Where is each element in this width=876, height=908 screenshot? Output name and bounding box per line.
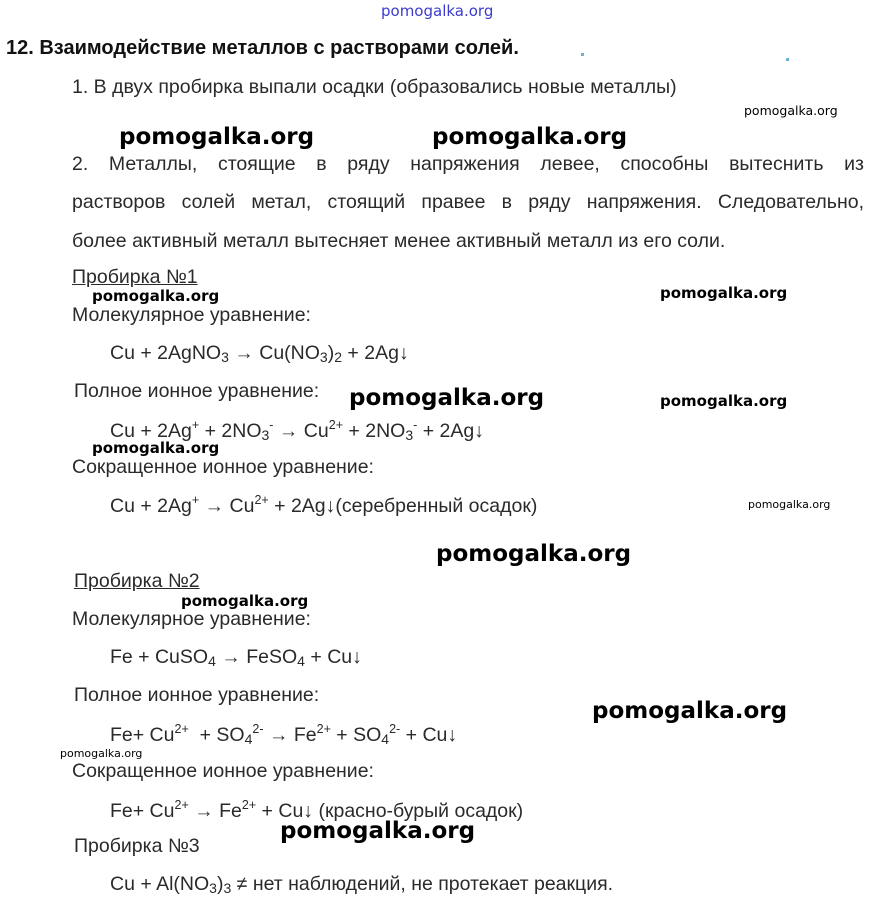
top-watermark: pomogalka.org: [381, 2, 494, 20]
tube-3-note: нет наблюдений, не протекает реакция.: [252, 873, 614, 895]
precipitate-arrow-icon: ↓: [325, 495, 336, 517]
tube-1-molecular-equation: Cu + 2AgNO$_3$ → $Cu(NO_3)_2$ + 2Ag↓: [110, 342, 409, 365]
watermark: pomogalka.org: [119, 124, 315, 150]
precipitate-arrow-icon: ↓: [474, 420, 484, 442]
watermark: pomogalka.org: [280, 818, 476, 844]
tube-1-full-ionic-equation: $Cu + 2Ag^+ + 2NO_3^- \to Cu^{2+} + 2NO_3^-$ + 2Ag↓: [110, 418, 484, 443]
tube-2-full-ionic-equation: $Fe+ Cu^{2+} + SO_4^{2-} \to Fe^{2+} + SO_4^{2-}$ + Cu↓: [110, 722, 458, 747]
decorative-dot: [786, 58, 789, 61]
tube-2-full-ionic-label: Полное ионное уравнение:: [74, 684, 320, 706]
tube-2-note: (красно-бурый осадок): [318, 800, 524, 822]
watermark: pomogalka.org: [592, 698, 788, 724]
precipitate-arrow-icon: ↓: [303, 800, 314, 822]
watermark: pomogalka.org: [432, 124, 628, 150]
watermark: pomogalka.org: [60, 747, 143, 760]
tube-1-full-ionic-label: Полное ионное уравнение:: [74, 380, 320, 402]
section-heading: 12. Взаимодействие металлов с растворами солей.: [6, 37, 519, 59]
decorative-dot: [581, 53, 584, 56]
precipitate-arrow-icon: ↓: [447, 724, 458, 746]
precipitate-arrow-icon: ↓: [398, 342, 409, 364]
tube-2-molecular-equation: Fe + CuSO$_4$ → FeSO$_4$ + Cu↓: [110, 646, 362, 669]
precipitate-arrow-icon: ↓: [352, 646, 362, 668]
watermark: pomogalka.org: [660, 392, 788, 410]
tube-1-short-ionic-equation: $Cu + 2Ag^+ \to Cu^{2+}$ + 2Ag↓(серебренный осадок): [110, 493, 538, 517]
answer-2-line-3: более активный металл вытесняет менее активный металл из его соли.: [72, 230, 726, 252]
tube-1-short-ionic-label: Сокращенное ионное уравнение:: [72, 456, 374, 478]
tube-1-title: Пробирка №1: [72, 266, 198, 288]
tube-3-title: Пробирка №3: [74, 835, 200, 857]
tube-1-note: (серебренный осадок): [335, 495, 538, 517]
watermark: pomogalka.org: [349, 385, 545, 411]
tube-2-molecular-label: Молекулярное уравнение:: [72, 608, 311, 630]
tube-2-short-ionic-equation: $Fe+ Cu^{2+} \to Fe^{2+}$ + Cu↓ (красно-бурый осадок): [110, 798, 524, 822]
watermark: pomogalka.org: [744, 103, 838, 118]
answer-1: 1. В двух пробирка выпали осадки (образовались новые металлы): [72, 76, 677, 98]
watermark: pomogalka.org: [92, 287, 220, 305]
watermark: pomogalka.org: [92, 439, 220, 457]
answer-2-line-2: растворов солей метал, стоящий правее в ряду напряжения. Следовательно,: [72, 191, 864, 213]
tube-3-equation: $Cu + Al(NO_3)_3$ ≠ нет наблюдений, не протекает реакция.: [110, 873, 614, 896]
tube-2-title: Пробирка №2: [74, 570, 200, 592]
watermark: pomogalka.org: [660, 284, 788, 302]
watermark: pomogalka.org: [748, 498, 831, 511]
tube-1-molecular-label: Молекулярное уравнение:: [72, 304, 311, 326]
answer-2-line-1: 2. Металлы, стоящие в ряду напряжения левее, способны вытеснить из: [72, 153, 864, 175]
tube-2-short-ionic-label: Сокращенное ионное уравнение:: [72, 760, 374, 782]
watermark: pomogalka.org: [181, 592, 309, 610]
watermark: pomogalka.org: [436, 541, 632, 567]
